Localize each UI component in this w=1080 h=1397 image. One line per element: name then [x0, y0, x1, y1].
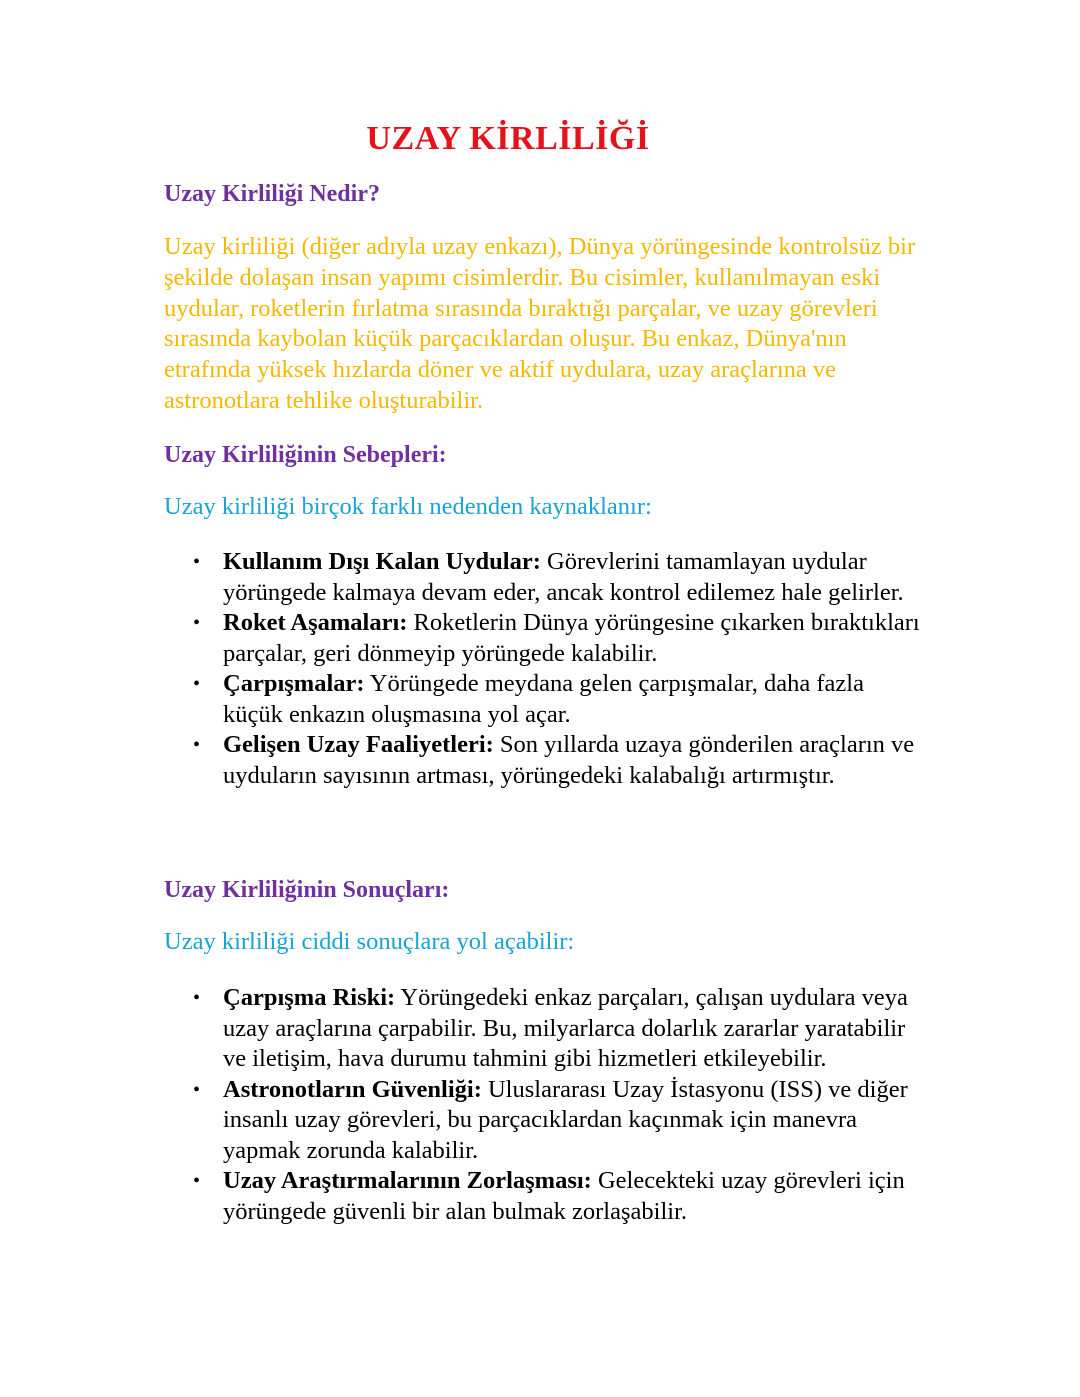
list-item-text: Roketlerin Dünya yörüngesine çıkarken bıraktıkları parçalar, geri dönmeyip yörüngede kalabilir.	[223, 609, 920, 667]
list-item-term: Roket Aşamaları:	[223, 609, 408, 636]
intro-heading: Uzay Kirliliği Nedir?	[164, 181, 380, 207]
bullet-icon: •	[193, 734, 201, 756]
bullet-icon: •	[193, 1170, 201, 1192]
list-item-text: Görevlerini tamamlayan uydular yörüngede kalmaya devam eder, ancak kontrol edilemez hale gelirler.	[223, 548, 904, 606]
list-item	[164, 547, 924, 608]
page-title: UZAY KİRLİLİĞİ	[366, 120, 650, 157]
bullet-icon: •	[193, 987, 201, 1009]
list-item-text: Uluslararası Uzay İstasyonu (ISS) ve diğer insanlı uzay görevleri, bu parçacıklardan kaçınmak için manevra yapmak zorunda kalabilir.	[223, 1075, 908, 1164]
list-item-term: Gelişen Uzay Faaliyetleri:	[223, 731, 494, 758]
bullet-icon: •	[193, 1078, 201, 1101]
list-item-term: Astronotların Güvenliği:	[223, 1075, 482, 1103]
list-item-text: Yörüngede meydana gelen çarpışmalar, daha fazla küçük enkazın oluşmasına yol açar.	[223, 670, 864, 728]
list-item	[164, 669, 924, 730]
list-item	[164, 730, 924, 791]
list-item-text: Son yıllarda uzaya gönderilen araçların ve uyduların sayısının artması, yörüngedeki kalabalığı artırmıştır.	[223, 731, 915, 789]
bullet-icon: •	[193, 551, 201, 573]
list-item-term: Uzay Araştırmalarının Zorlaşması:	[223, 1167, 592, 1194]
consequences-heading: Uzay Kirliliğinin Sonuçları:	[164, 877, 450, 903]
list-item-term: Çarpışma Riski:	[223, 984, 396, 1011]
list-item-term: Kullanım Dışı Kalan Uydular:	[223, 548, 541, 575]
consequences-lead: Uzay kirliliği ciddi sonuçlara yol açabilir:	[164, 928, 575, 955]
list-item	[164, 1075, 924, 1167]
causes-lead: Uzay kirliliği birçok farklı nedenden kaynaklanır:	[164, 493, 652, 520]
intro-paragraph: Uzay kirliliği (diğer adıyla uzay enkazı), Dünya yörüngesinde kontrolsüz bir şekilde dolaşan insan yapımı cisimlerdir. Bu cisimler, kullanılmayan eski uydular, roketlerin fırlatma sırasında bıraktığı parçalar, ve uzay görevleri sırasında kaybolan küçük parçacıklardan oluşur. Bu enkaz, Dünya'nın etrafında yüksek hızlarda döner ve aktif uydulara, uzay araçlarına ve astronotlara tehlike oluşturabilir.	[164, 233, 916, 414]
list-item-text: Yörüngedeki enkaz parçaları, çalışan uydulara veya uzay araçlarına çarpabilir. Bu, milyarlarca dolarlık zararlar yaratabilir ve iletişim, hava durumu tahmini gibi hizmetleri etkileyebilir.	[223, 984, 908, 1072]
causes-list	[164, 547, 924, 791]
bullet-icon: •	[193, 673, 201, 695]
list-item-term: Çarpışmalar:	[223, 670, 365, 697]
list-item	[164, 983, 924, 1075]
list-item-text: Gelecekteki uzay görevleri için yörüngede güvenli bir alan bulmak zorlaşabilir.	[223, 1167, 905, 1225]
consequences-list	[164, 983, 924, 1227]
causes-heading: Uzay Kirliliğinin Sebepleri:	[164, 442, 447, 468]
bullet-icon: •	[193, 612, 201, 634]
list-item	[164, 1166, 924, 1227]
list-item	[164, 608, 924, 669]
